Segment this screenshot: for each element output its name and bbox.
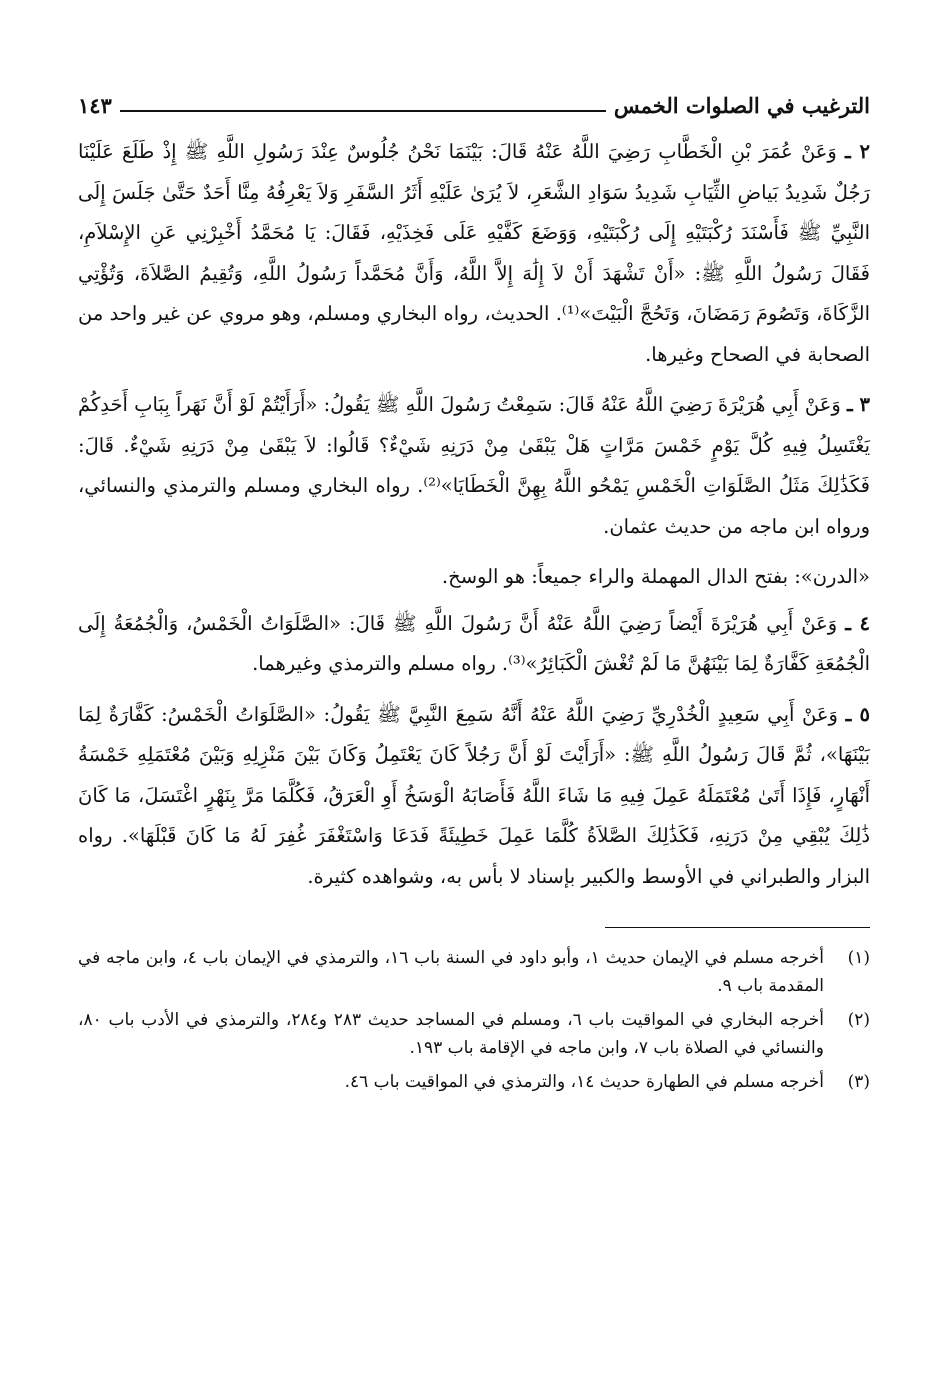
hadith-number: ٣ ـ [847, 393, 870, 416]
footnote-marker: (١) [847, 948, 870, 968]
hadith-number: ٥ ـ [845, 702, 870, 726]
hadith-text: وَعَنْ أَبِي سَعِيدٍ الْخُدْرِيِّ رَضِيَ اللَّهُ عَنْهُ أَنَّهُ سَمِعَ النَّبِيَّ ﷺ يَقُولُ: «الصَّلَوَاتُ الْخَمْسُ: كَفَّارَةٌ لِمَا بَيْنَهَا»، ثُمَّ قَالَ رَسُولُ اللَّهِ ﷺ: «أَرَأَيْتَ لَوْ أَنَّ رَجُلاً كَانَ يَعْتَمِلُ وَكَانَ بَيْنَ مَنْزِلِهِ وَبَيْنَ مُعْتَمَلِهِ خَمْسَةُ أَنْهَارٍ، فَإِذَا أَتَىٰ مُعْتَمَلَهُ عَمِلَ فِيهِ مَا شَاءَ اللَّهُ فَأَصَابَهُ الْوَسَخُ أَوِ الْعَرَقُ، فَكُلَّمَا مَرَّ بِنَهْرٍ اغْتَسَلَ، مَا كَانَ ذَٰلِكَ يُبْقِي مِنْ دَرَنِهِ، فَكَذَٰلِكَ الصَّلاَةُ كُلَّمَا عَمِلَ خَطِيئَةً فَدَعَا وَاسْتَغْفَرَ غُفِرَ لَهُ مَا كَانَ قَبْلَهَا». رواه البزار والطبراني في الأوسط والكبير بإسناد لا بأس به، وشواهده كثيرة. [78, 702, 870, 888]
footnote-separator [605, 927, 870, 928]
hadith-paragraph [78, 604, 870, 685]
footnote [78, 944, 870, 1000]
glossary-text: «الدرن»: بفتح الدال المهملة والراء جميعاً: هو الوسخ. [441, 565, 870, 588]
footnote [78, 1006, 870, 1062]
hadith-paragraph [78, 695, 870, 898]
hadith-paragraph [78, 385, 870, 547]
footnote-marker: (٣) [847, 1072, 870, 1092]
book-page [78, 88, 870, 1102]
hadith-paragraph [78, 132, 870, 375]
hadith-number: ٢ ـ [845, 140, 870, 163]
hadith-number: ٤ ـ [845, 611, 870, 635]
glossary-note [78, 557, 870, 598]
footnote-text: أخرجه مسلم في الإيمان حديث ١، وأبو داود في السنة باب ١٦، والترمذي في الإيمان باب ٤، وابن ماجه في المقدمة باب ٩. [78, 948, 825, 996]
running-header [78, 88, 870, 122]
footnote-text: أخرجه مسلم في الطهارة حديث ١٤، والترمذي في المواقيت باب ٤٦. [344, 1072, 824, 1092]
hadith-text: وَعَنْ أَبِي هُرَيْرَةَ رَضِيَ اللَّهُ عَنْهُ قَالَ: سَمِعْتُ رَسُولَ اللَّهِ ﷺ يَقُولُ: «أَرَأَيْتُمْ لَوْ أَنَّ نَهَراً بِبَابِ أَحَدِكُمْ يَغْتَسِلُ فِيهِ كُلَّ يَوْمٍ خَمْسَ مَرَّاتٍ هَلْ يَبْقَىٰ مِنْ دَرَنِهِ شَيْءٌ؟ قَالُوا: لاَ يَبْقَىٰ مِنْ دَرَنِهِ شَيْءٌ. قَالَ: فَكَذَٰلِكَ مَثَلُ الصَّلَوَاتِ الْخَمْسِ يَمْحُو اللَّهُ بِهِنَّ الْخَطَايَا»⁽²⁾. رواه البخاري ومسلم والترمذي والنسائي، ورواه ابن ماجه من حديث عثمان. [78, 393, 870, 538]
header-rule [120, 110, 606, 112]
footnote [78, 1068, 870, 1096]
chapter-title: الترغيب في الصلوات الخمس [613, 92, 870, 118]
footnote-marker: (٢) [847, 1010, 870, 1030]
footnote-text: أخرجه البخاري في المواقيت باب ٦، ومسلم في المساجد حديث ٢٨٣ و٢٨٤، والترمذي في الأدب باب ٨٠، والنسائي في الصلاة باب ٧، وابن ماجه في الإقامة باب ١٩٣. [78, 1010, 825, 1058]
footnote-separator-wrap [78, 907, 870, 944]
hadith-text: وَعَنْ عُمَرَ بْنِ الْخَطَّابِ رَضِيَ اللَّهُ عَنْهُ قَالَ: بَيْنَمَا نَحْنُ جُلُوسٌ عِنْدَ رَسُولِ اللَّهِ ﷺ إِذْ طَلَعَ عَلَيْنَا رَجُلٌ شَدِيدُ بَياضِ الثِّيَابِ شَدِيدُ سَوَادِ الشَّعَرِ، لاَ يُرَىٰ عَلَيْهِ أَثَرُ السَّفَرِ وَلاَ يَعْرِفُهُ مِنَّا أَحَدٌ حَتَّىٰ جَلَسَ إِلَى النَّبِيِّ ﷺ فَأَسْنَدَ رُكْبَتَيْهِ إِلَى رُكْبَتَيْهِ، وَوَضَعَ كَفَّيْهِ عَلَى فَخِذَيْهِ، فَقَالَ: يَا مُحَمَّدُ أَخْبِرْنِي عَنِ الإِسْلاَمِ، فَقَالَ رَسُولُ اللَّهِ ﷺ: «أَنْ تَشْهَدَ أَنْ لاَ إِلَٰهَ إِلاَّ اللَّهُ، وَأَنَّ مُحَمَّداً رَسُولُ اللَّهِ، وَتُقِيمُ الصَّلاَةَ، وَتُؤْتِي الزَّكَاةَ، وَتَصُومَ رَمَضَانَ، وَتَحُجَّ الْبَيْتَ»⁽¹⁾. الحديث، رواه البخاري ومسلم، وهو مروي عن غير واحد من الصحابة في الصحاح وغيرها. [78, 140, 870, 366]
page-number: ١٤٣ [78, 92, 112, 118]
hadith-text: وَعَنْ أَبِي هُرَيْرَةَ أَيْضاً رَضِيَ اللَّهُ عَنْهُ أَنَّ رَسُولَ اللَّهِ ﷺ قَالَ: «الصَّلَوَاتُ الْخَمْسُ، وَالْجُمُعَةُ إِلَى الْجُمُعَةِ كَفَّارَةٌ لِمَا بَيْنَهُنَّ مَا لَمْ تُغْشَ الْكَبَائِرُ»⁽³⁾. رواه مسلم والترمذي وغيرهما. [78, 611, 870, 675]
